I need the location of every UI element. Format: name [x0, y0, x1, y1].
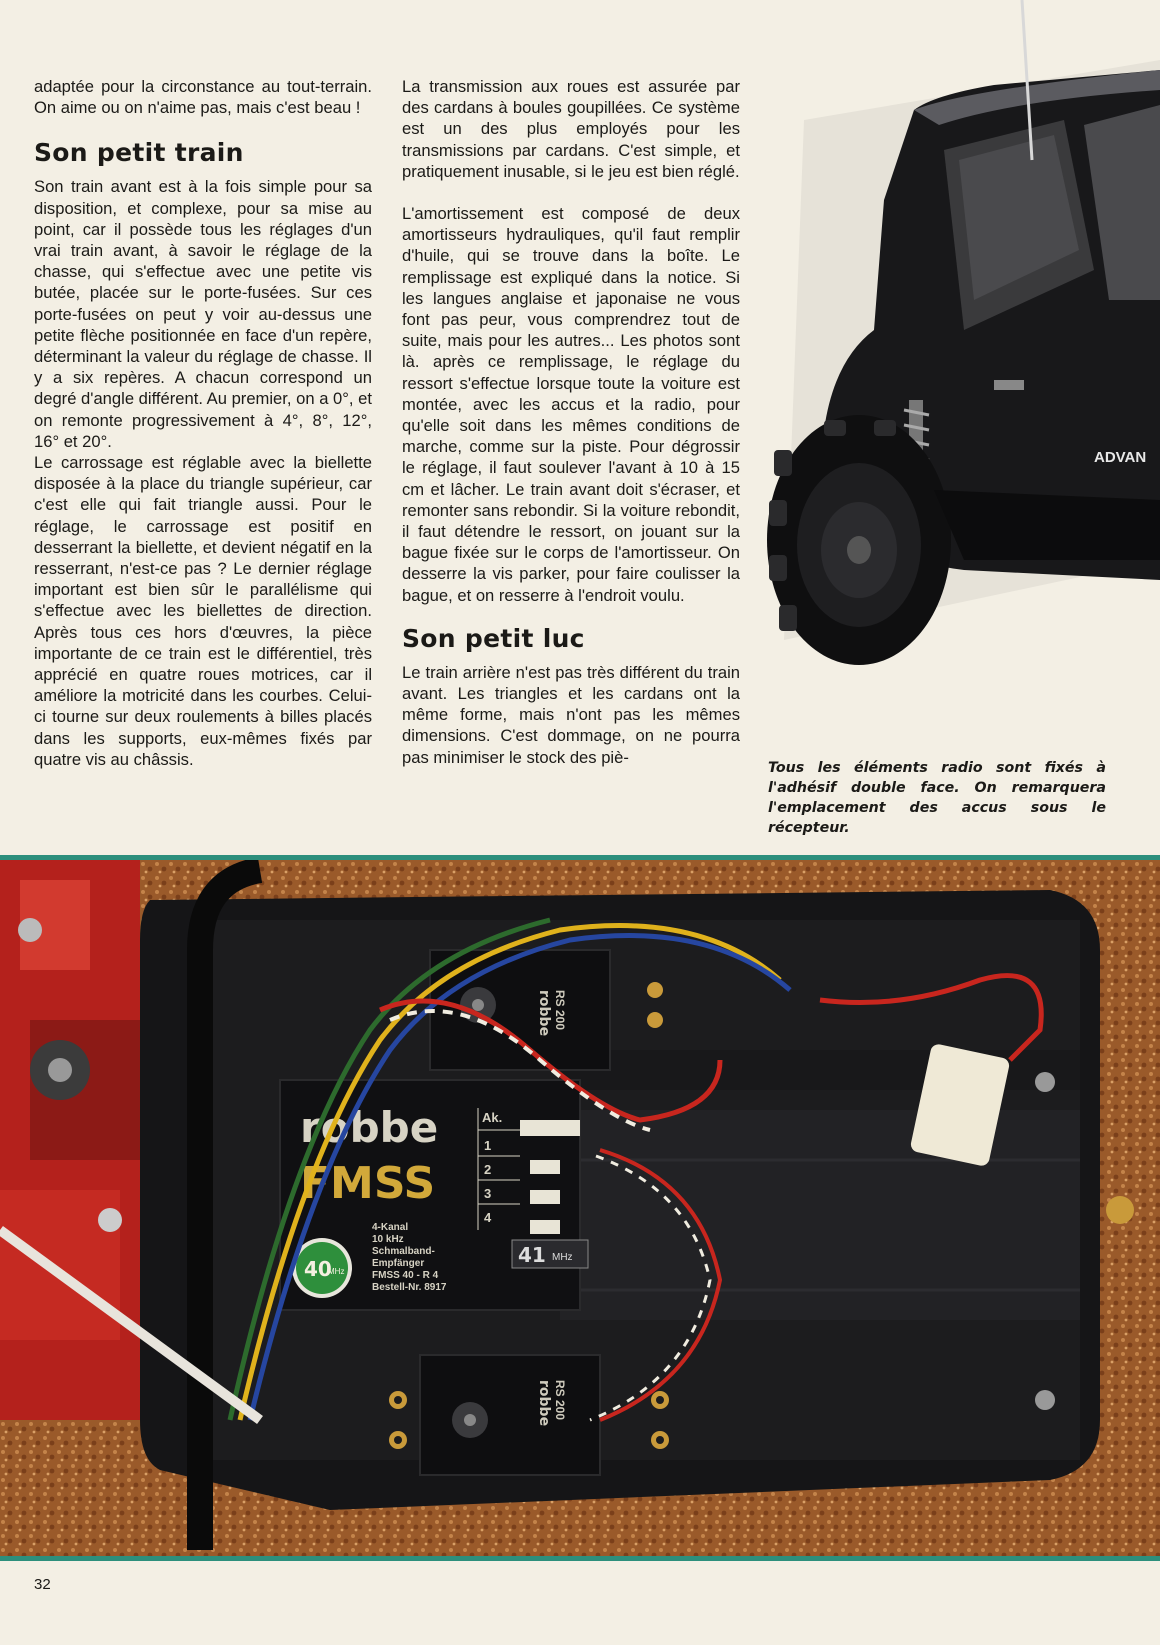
spec-line: FMSS 40 - R 4 — [372, 1270, 439, 1281]
page-number: 32 — [34, 1576, 51, 1593]
spec-line: Schmalband- — [372, 1246, 435, 1257]
body-paragraph: Le train arrière n'est pas très différent du train avant. Les triangles et les cardans ont la même forme, mais n'ont pas les mêmes dimensions. C'est dommage, on ne pourra pas minimiser le stock des piè- — [402, 662, 740, 767]
advan-badge: ADVAN — [1094, 449, 1147, 466]
car-photo — [764, 0, 1160, 665]
photo-caption: Tous les éléments radio sont fixés à l'adhésif double face. On remarquera l'emplacement des accus sous le récepteur. — [768, 760, 1106, 836]
channel-4: 4 — [484, 1210, 492, 1225]
accent-band-bottom — [0, 1556, 1160, 1561]
spec-line: 10 kHz — [372, 1234, 404, 1245]
section-heading-luc: Son petit luc — [402, 623, 585, 653]
band-badge-unit: MHz — [328, 1267, 345, 1276]
channel-2: 2 — [484, 1162, 492, 1177]
spec-line: Empfänger — [372, 1258, 425, 1269]
spec-line: 4-Kanal — [372, 1222, 409, 1233]
body-paragraph: Le carrossage est réglable avec la biellette disposée à la place du triangle supérieur, car c'est elle qui fait triangle aussi. Pour le réglage, le carrossage est positif en desserrant la biellette, et devient négatif en la resserrant, n'est-ce pas ? Le dernier réglage important est bien sûr le parallélisme qui s'effectue avec les biellettes de direction. Après tous ces hors d'œuvres, la pièce importante de ce train est le différentiel, très apprécié en quatre roues motrices, car il améliore la motricité dans les courbes. Celui-ci tourne sur deux roulements à billes placés dans les supports, eux-mêmes fixés par quatre vis au châssis. — [34, 453, 372, 769]
channel-header: Ak. — [482, 1110, 503, 1125]
servo-top-brand: robbe — [536, 990, 552, 1037]
intro-paragraph: adaptée pour la circonstance au tout-terrain. On aime ou on n'aime pas, mais c'est beau ! — [34, 77, 372, 118]
channel-3: 3 — [484, 1186, 492, 1201]
body-paragraph: Son train avant est à la fois simple pour sa disposition, et complexe, pour sa mise au point, car il possède tous les réglages d'un vrai train avant, à savoir le réglage de la chasse, qui s'effectue avec une petite vis butée, placée sur le porte-fusées. Sur ces porte-fusées on peut y voir au-dessus une petite flèche positionnée en face d'un repère, déterminant la valeur du réglage de chasse. Il y a six repères. A chacun correspond un degré d'angle différent. Au premier, on a 0°, et on remonte progressivement à 4°, 8°, 12°, 16° et 20°. — [34, 177, 372, 451]
servo-bottom-brand: robbe — [536, 1380, 552, 1427]
servo-bottom-model: RS 200 — [553, 1380, 567, 1421]
body-paragraph: L'amortissement est composé de deux amortisseurs hydrauliques, qu'il faut remplir d'huile, qui se trouve dans la boîte. Le remplissage est expliqué dans la notice. Si les langues anglaise et japonaise ne vous font pas peur, vous comprendrez tout de suite, mais pour les autres... Les photos sont là. après ce remplissage, le réglage du ressort s'effectue lorsque toute la voiture est montée, avec les accus et la radio, pour qu'elle soit dans les mêmes conditions de marche, comme sur la piste. Pour dégrossir le réglage, il faut soulever l'avant à 10 à 15 cm et lâcher. Le train avant doit s'écraser, et remonter sans rebondir. Si la voiture rebondit, il faut détendre le ressort, on jouant sur la bague fixée sur le corps de l'amortisseur. On desserre la vis parker, pour faire coulisser la bague, et on resserre à l'endroit voulu. — [402, 204, 740, 605]
crystal-label: 41 — [518, 1243, 546, 1267]
section-heading-train: Son petit train — [34, 138, 244, 168]
body-paragraph: La transmission aux roues est assurée par des cardans à boules goupillées. Ce système est un des plus employés pour les transmissions par cardans. C'est simple, et pratiquement inusable, si le jeu est bien réglé. — [402, 77, 740, 181]
servo-top-model: RS 200 — [553, 990, 567, 1031]
receiver-brand: robbe — [300, 1103, 439, 1152]
channel-1: 1 — [484, 1138, 492, 1153]
crystal-unit: MHz — [552, 1252, 573, 1263]
receiver-model: FMSS — [300, 1158, 436, 1209]
radio-gear-photo — [0, 860, 1160, 1556]
band-badge: 40 — [304, 1257, 332, 1281]
text-column-left — [34, 76, 372, 770]
text-column-middle — [402, 76, 740, 768]
spec-line: Bestell-Nr. 8917 — [372, 1282, 447, 1293]
